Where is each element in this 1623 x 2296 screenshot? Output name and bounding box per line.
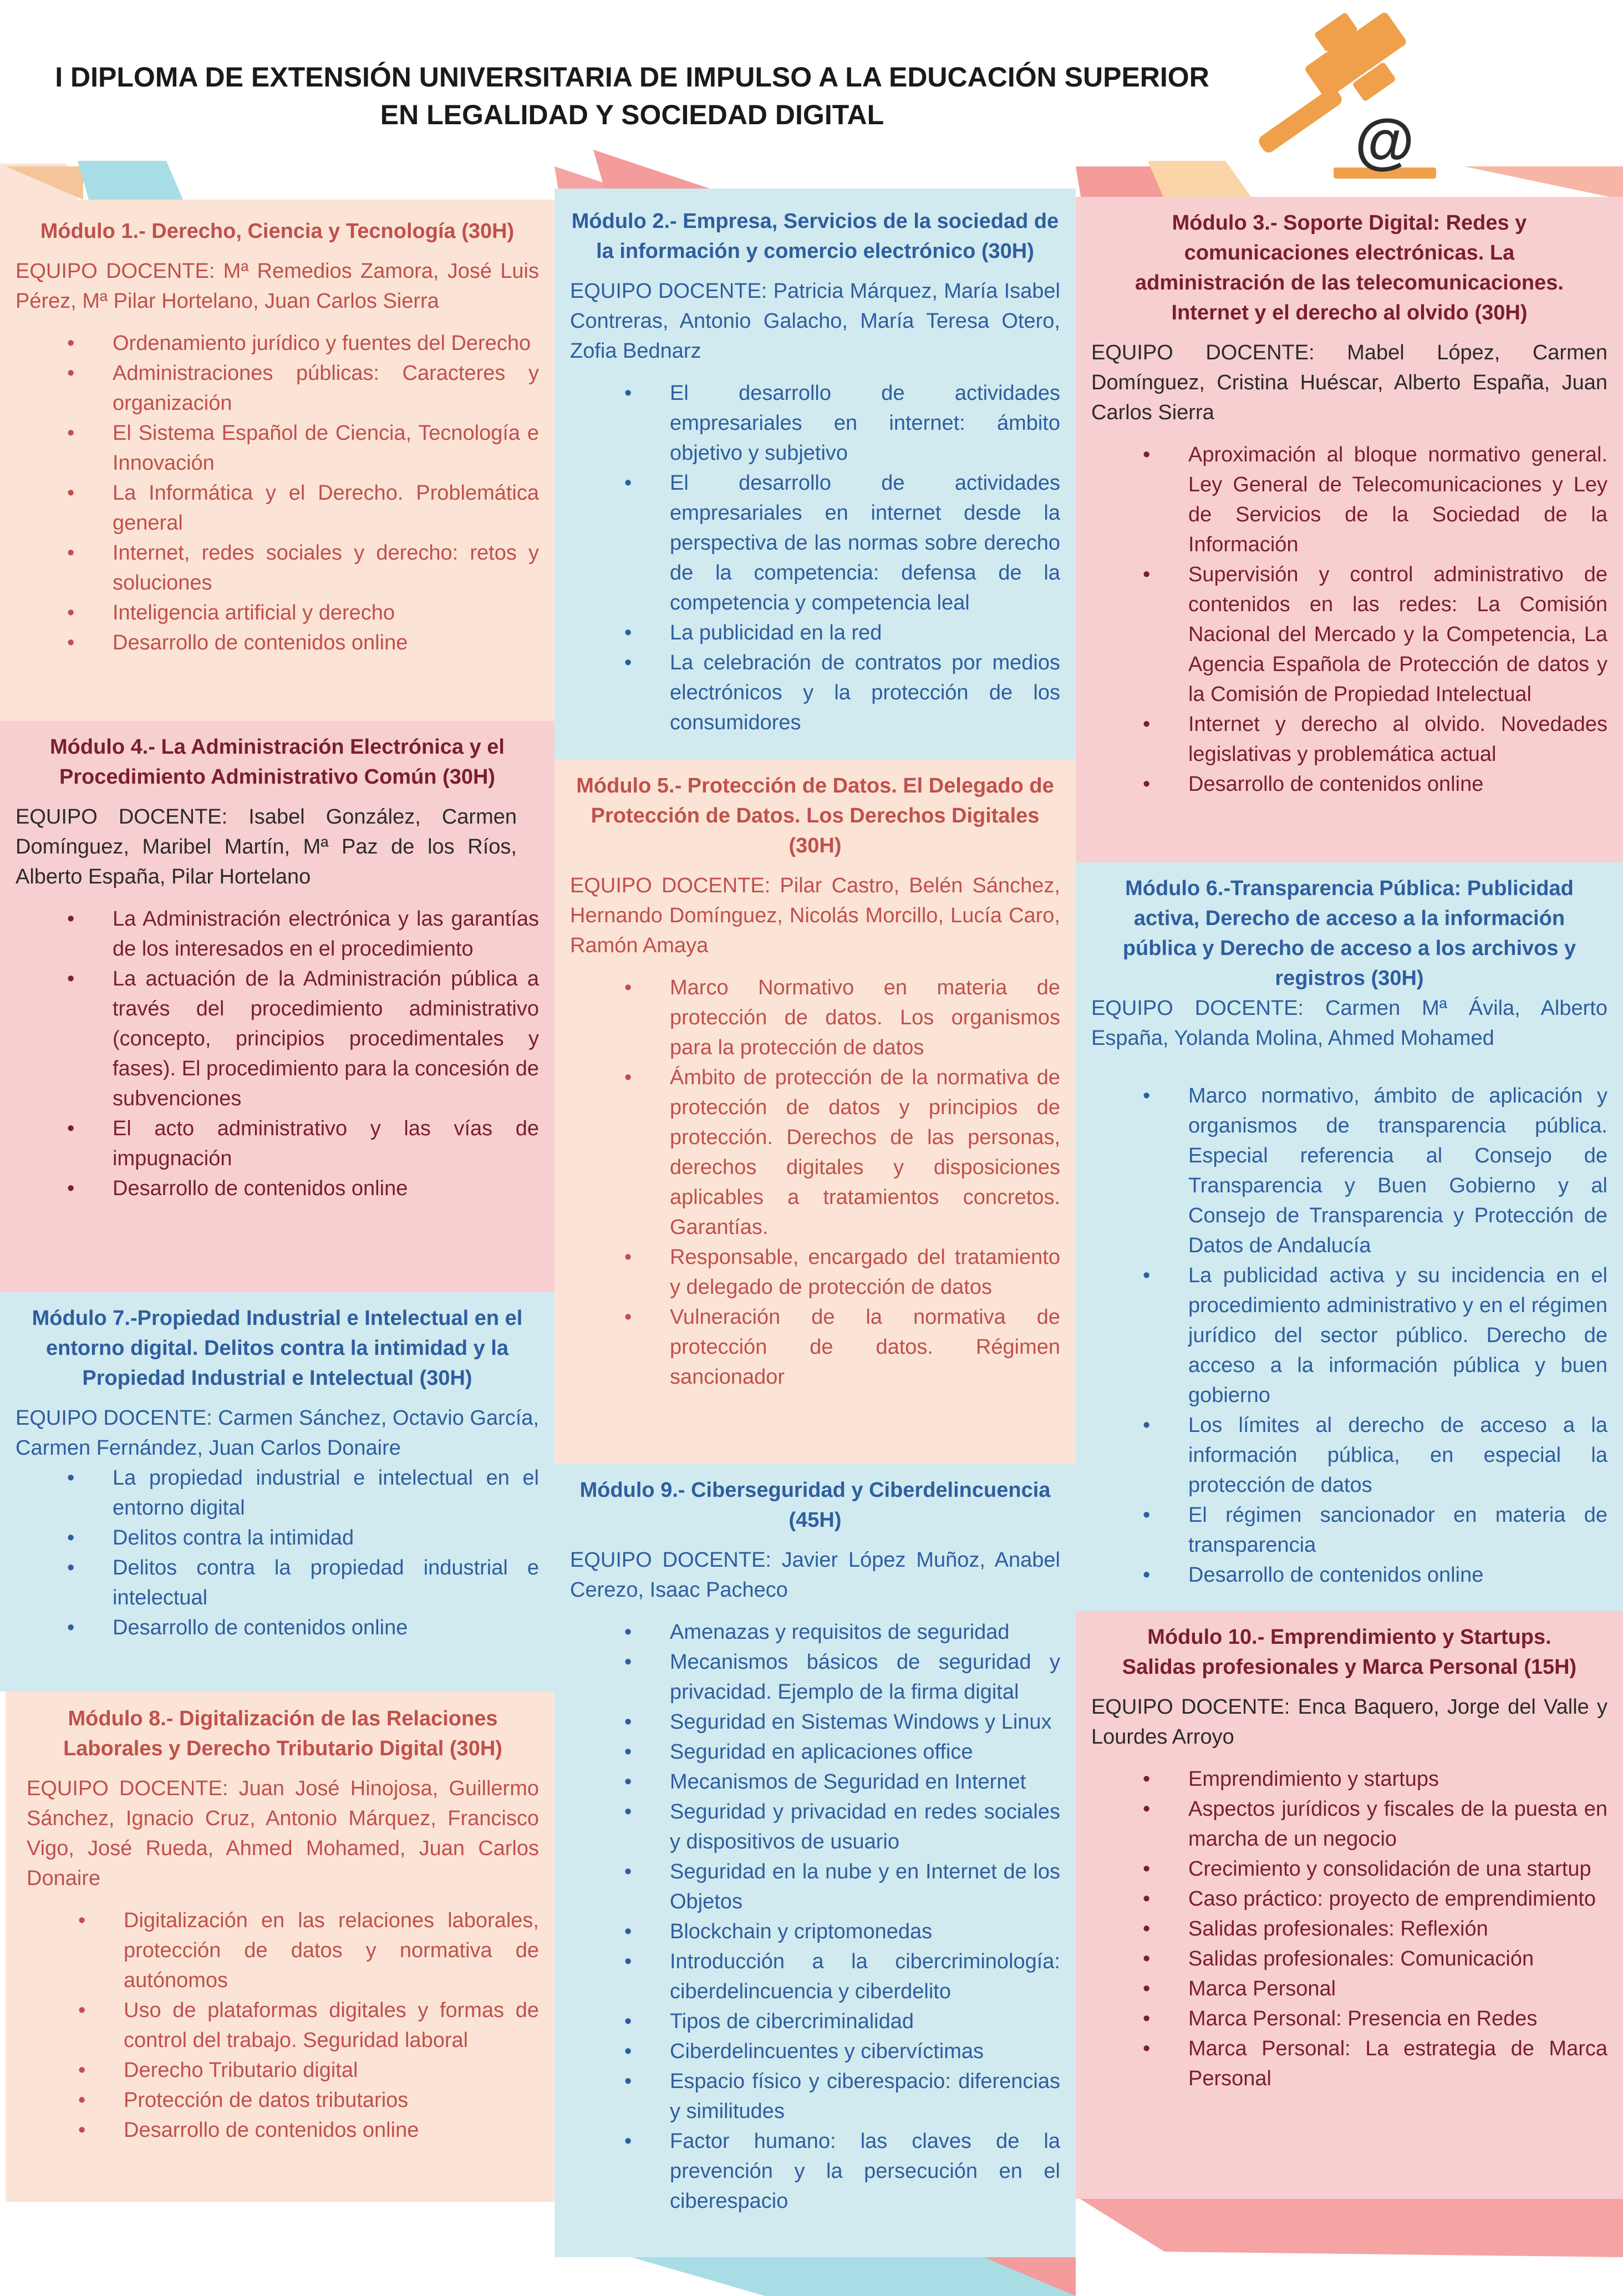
module-10-card — [1076, 1611, 1623, 2199]
list-item: • Protección de datos tributarios — [124, 2085, 539, 2115]
list-item: • La publicidad activa y su incidencia en el procedimiento administrativo y en el régimen jurídico del sector público. Derecho de acceso a la información pública y buen gobierno — [1188, 1261, 1607, 1410]
list-item: • Crecimiento y consolidación de una startup — [1188, 1854, 1607, 1884]
module-3-title: Módulo 3.- Soporte Digital: Redes y comunicaciones electrónicas. La administración de las telecomunicaciones. Internet y el derecho al olvido (30H) — [1135, 211, 1564, 324]
list-item: • Desarrollo de contenidos online — [1188, 1560, 1607, 1590]
list-item: • El acto administrativo y las vías de impugnación — [113, 1114, 539, 1174]
list-item: • Seguridad y privacidad en redes sociales y dispositivos de usuario — [670, 1797, 1060, 1857]
list-item: • El desarrollo de actividades empresariales en internet desde la perspectiva de las normas sobre derecho de la competencia: defensa de la competencia y competencia leal — [670, 468, 1060, 618]
list-item: • Mecanismos de Seguridad en Internet — [670, 1767, 1060, 1797]
svg-text:@: @ — [1355, 107, 1415, 175]
list-item: • Desarrollo de contenidos online — [124, 2115, 539, 2145]
module-10-list — [1091, 1764, 1607, 2094]
list-item: • Desarrollo de contenidos online — [1188, 769, 1607, 799]
module-9-team: EQUIPO DOCENTE: Javier López Muñoz, Anabel Cerezo, Isaac Pacheco — [570, 1548, 1060, 1602]
module-7-title: Módulo 7.-Propiedad Industrial e Intelectual en el entorno digital. Delitos contra la intimidad y la Propiedad Industrial e Intelectual (30H) — [32, 1307, 523, 1390]
module-6-team: EQUIPO DOCENTE: Carmen Mª Ávila, Alberto España, Yolanda Molina, Ahmed Mohamed — [1091, 997, 1607, 1050]
module-7-list — [16, 1463, 539, 1643]
module-9-title: Módulo 9.- Ciberseguridad y Ciberdelincuencia (45H) — [579, 1479, 1051, 1532]
title-line-2: EN LEGALIDAD Y SOCIEDAD DIGITAL — [380, 99, 884, 130]
list-item: • La actuación de la Administración pública a través del procedimiento administrativo (concepto, principios procedimentales y fases). El procedimiento para la concesión de subvenciones — [113, 964, 539, 1114]
list-item: • Seguridad en aplicaciones office — [670, 1737, 1060, 1767]
module-2-card — [554, 189, 1076, 760]
list-item: • Marco normativo, ámbito de aplicación y organismos de transparencia pública. Especial referencia al Consejo de Transparencia y Buen Gobierno y al Consejo de Transparencia y Protección de Datos de Andalucía — [1188, 1081, 1607, 1261]
list-item: • Amenazas y requisitos de seguridad — [670, 1617, 1060, 1647]
module-1-list — [16, 328, 539, 658]
list-item: • El régimen sancionador en materia de transparencia — [1188, 1500, 1607, 1560]
page-title — [0, 58, 1264, 134]
list-item: • Salidas profesionales: Comunicación — [1188, 1944, 1607, 1974]
list-item: • Uso de plataformas digitales y formas de control del trabajo. Seguridad laboral — [124, 1995, 539, 2055]
module-6-title: Módulo 6.-Transparencia Pública: Publicidad activa, Derecho de acceso a la información pública y Derecho de acceso a los archivos y registros (30H) — [1122, 877, 1576, 990]
list-item: • Marca Personal: Presencia en Redes — [1188, 2004, 1607, 2034]
module-1-team: EQUIPO DOCENTE: Mª Remedios Zamora, José Luis Pérez, Mª Pilar Hortelano, Juan Carlos Sierra — [16, 260, 539, 313]
module-3-list — [1091, 440, 1607, 799]
module-5-list — [570, 973, 1060, 1392]
list-item: • Espacio físico y ciberespacio: diferencias y similitudes — [670, 2066, 1060, 2126]
list-item: • La publicidad en la red — [670, 618, 1060, 648]
module-9-list — [570, 1617, 1060, 2216]
list-item: • El desarrollo de actividades empresariales en internet: ámbito objetivo y subjetivo — [670, 378, 1060, 468]
list-item: • La propiedad industrial e intelectual en el entorno digital — [113, 1463, 539, 1523]
list-item: • Blockchain y criptomonedas — [670, 1917, 1060, 1947]
list-item: • Responsable, encargado del tratamiento y delegado de protección de datos — [670, 1242, 1060, 1302]
module-7-team: EQUIPO DOCENTE: Carmen Sánchez, Octavio García, Carmen Fernández, Juan Carlos Donaire — [16, 1406, 539, 1460]
module-1-card — [0, 200, 554, 721]
list-item: • Seguridad en Sistemas Windows y Linux — [670, 1707, 1060, 1737]
list-item: • Marco Normativo en materia de protección de datos. Los organismos para la protección de datos — [670, 973, 1060, 1063]
list-item: • El Sistema Español de Ciencia, Tecnología e Innovación — [113, 418, 539, 478]
module-5-title: Módulo 5.- Protección de Datos. El Delegado de Protección de Datos. Los Derechos Digitales (30H) — [576, 774, 1054, 857]
list-item: • Mecanismos básicos de seguridad y privacidad. Ejemplo de la firma digital — [670, 1647, 1060, 1707]
list-item: • Delitos contra la propiedad industrial e intelectual — [113, 1553, 539, 1613]
list-item: • Vulneración de la normativa de protección de datos. Régimen sancionador — [670, 1302, 1060, 1392]
module-2-list — [570, 378, 1060, 738]
list-item: • La Administración electrónica y las garantías de los interesados en el procedimiento — [113, 904, 539, 964]
list-item: • La Informática y el Derecho. Problemática general — [113, 478, 539, 538]
module-5-team: EQUIPO DOCENTE: Pilar Castro, Belén Sánchez, Hernando Domínguez, Nicolás Morcillo, Lucía Caro, Ramón Amaya — [570, 874, 1060, 957]
module-8-card — [6, 1691, 554, 2202]
list-item: • Factor humano: las claves de la prevención y la persecución en el ciberespacio — [670, 2126, 1060, 2216]
list-item: • Desarrollo de contenidos online — [113, 1174, 539, 1203]
module-8-team: EQUIPO DOCENTE: Juan José Hinojosa, Guillermo Sánchez, Ignacio Cruz, Antonio Márquez, Francisco Vigo, José Rueda, Ahmed Mohamed, Juan Carlos Donaire — [27, 1777, 539, 1890]
module-8-title: Módulo 8.- Digitalización de las Relaciones Laborales y Derecho Tributario Digital (30H) — [63, 1707, 502, 1760]
list-item: • Marca Personal: La estrategia de Marca Personal — [1188, 2034, 1607, 2094]
module-6-card — [1076, 862, 1623, 1611]
list-item: • Emprendimiento y startups — [1188, 1764, 1607, 1794]
module-8-list — [27, 1906, 539, 2145]
module-9-card — [554, 1464, 1076, 2257]
list-item: • Aspectos jurídicos y fiscales de la puesta en marcha de un negocio — [1188, 1794, 1607, 1854]
list-item: • Desarrollo de contenidos online — [113, 1613, 539, 1643]
list-item: • Seguridad en la nube y en Internet de los Objetos — [670, 1857, 1060, 1917]
list-item: • Caso práctico: proyecto de emprendimiento — [1188, 1884, 1607, 1914]
list-item: • Tipos de cibercriminalidad — [670, 2007, 1060, 2036]
module-1-title: Módulo 1.- Derecho, Ciencia y Tecnología (30H) — [40, 220, 515, 243]
list-item: • La celebración de contratos por medios electrónicos y la protección de los consumidores — [670, 648, 1060, 738]
module-2-team: EQUIPO DOCENTE: Patricia Márquez, María Isabel Contreras, Antonio Galacho, María Teresa Otero, Zofia Bednarz — [570, 280, 1060, 363]
list-item: • Administraciones públicas: Caracteres y organización — [113, 358, 539, 418]
module-6-list — [1091, 1081, 1607, 1590]
list-item: • Internet y derecho al olvido. Novedades legislativas y problemática actual — [1188, 709, 1607, 769]
list-item: • Delitos contra la intimidad — [113, 1523, 539, 1553]
module-2-title: Módulo 2.- Empresa, Servicios de la sociedad de la información y comercio electrónico (30H) — [571, 210, 1059, 263]
list-item: • Los límites al derecho de acceso a la información pública, en especial la protección de datos — [1188, 1410, 1607, 1500]
module-4-list — [16, 904, 539, 1203]
list-item: • Desarrollo de contenidos online — [113, 628, 539, 658]
list-item: • Derecho Tributario digital — [124, 2055, 539, 2085]
list-item: • Salidas profesionales: Reflexión — [1188, 1914, 1607, 1944]
list-item: • Digitalización en las relaciones laborales, protección de datos y normativa de autónomos — [124, 1906, 539, 1995]
list-item: • Ordenamiento jurídico y fuentes del Derecho — [113, 328, 539, 358]
module-10-title: Módulo 10.- Emprendimiento y Startups. Salidas profesionales y Marca Personal (15H) — [1122, 1626, 1577, 1679]
module-4-card — [0, 721, 554, 1292]
module-3-team: EQUIPO DOCENTE: Mabel López, Carmen Domínguez, Cristina Huéscar, Alberto España, Juan Carlos Sierra — [1091, 341, 1607, 424]
module-4-title: Módulo 4.- La Administración Electrónica y el Procedimiento Administrativo Común (30H) — [50, 735, 505, 789]
list-item: • Introducción a la cibercriminología: ciberdelincuencia y ciberdelito — [670, 1947, 1060, 2007]
list-item: • Supervisión y control administrativo de contenidos en las redes: La Comisión Nacional del Mercado y la Competencia, La Agencia Española de Protección de datos y la Comisión de Propiedad Intelectual — [1188, 560, 1607, 709]
list-item: • Ciberdelincuentes y cibervíctimas — [670, 2036, 1060, 2066]
list-item: • Marca Personal — [1188, 1974, 1607, 2004]
list-item: • Ámbito de protección de la normativa de protección de datos y principios de protección. Derechos de las personas, derechos digitales y disposiciones aplicables a tratamientos concretos. Garantías. — [670, 1063, 1060, 1242]
module-10-team: EQUIPO DOCENTE: Enca Baquero, Jorge del Valle y Lourdes Arroyo — [1091, 1695, 1607, 1749]
module-7-card — [0, 1292, 554, 1691]
list-item: • Aproximación al bloque normativo general. Ley General de Telecomunicaciones y Ley de Servicios de la Sociedad de la Información — [1188, 440, 1607, 560]
module-4-team: EQUIPO DOCENTE: Isabel González, Carmen Domínguez, Maribel Martín, Mª Paz de los Ríos, Alberto España, Pilar Hortelano — [16, 805, 517, 888]
list-item: • Internet, redes sociales y derecho: retos y soluciones — [113, 538, 539, 598]
list-item: • Inteligencia artificial y derecho — [113, 598, 539, 628]
title-line-1: I DIPLOMA DE EXTENSIÓN UNIVERSITARIA DE IMPULSO A LA EDUCACIÓN SUPERIOR — [55, 62, 1209, 93]
gavel-at-icon — [1253, 11, 1453, 183]
module-3-card — [1076, 197, 1623, 862]
module-5-card — [554, 760, 1076, 1464]
